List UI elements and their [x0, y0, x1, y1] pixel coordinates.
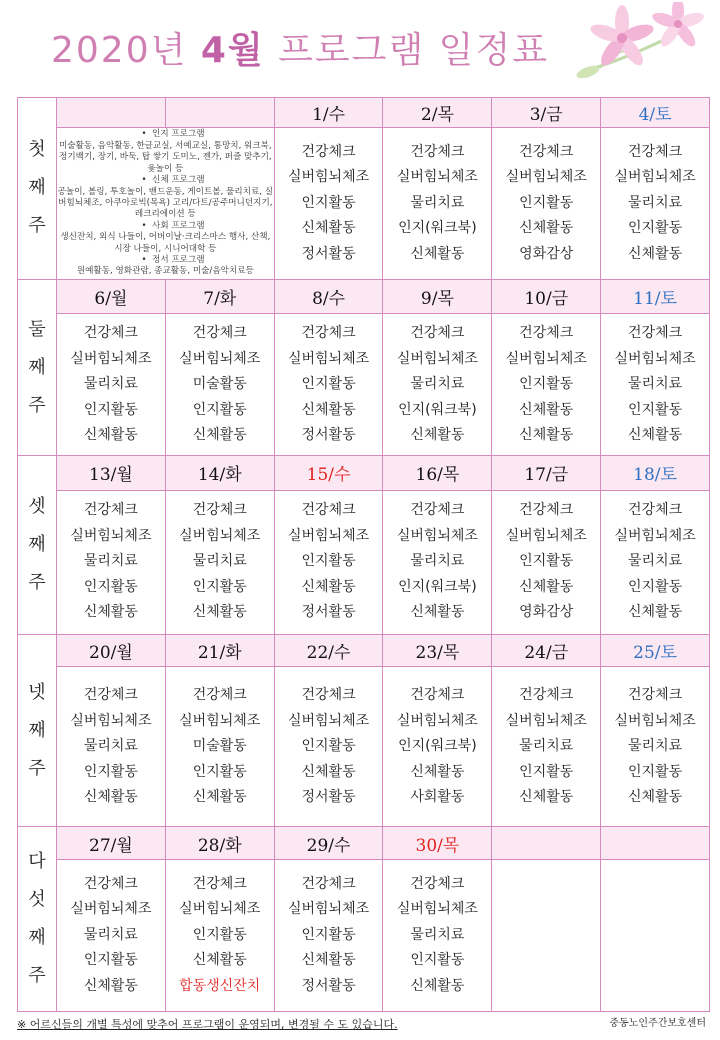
activity-item: 건강체크 — [192, 502, 247, 519]
day-date: 21/화 — [165, 634, 274, 666]
activity-item: 인지활동 — [192, 763, 247, 780]
week-activity-row — [18, 128, 710, 279]
activity-item: 신체활동 — [301, 401, 356, 418]
activity-item: 물리치료 — [83, 376, 138, 392]
legend-heading: • 사회 프로그램 — [57, 221, 274, 232]
day-activities — [274, 667, 383, 827]
day-activities — [383, 859, 492, 1011]
week-label-char: 주 — [28, 215, 46, 237]
footer-note: ※ 어르신들의 개별 특성에 맞추어 프로그램이 운영되며, 변경될 수 도 있습니다. — [17, 1018, 398, 1031]
activity-item: 물리치료 — [628, 738, 683, 754]
day-date: 4/토 — [601, 98, 710, 128]
day-date: 14/화 — [165, 456, 274, 490]
activity-item: 인지활동 — [83, 578, 138, 595]
week-label-char: 넷 — [28, 681, 46, 703]
day-date — [57, 98, 166, 128]
activity-item: 실버힘뇌체조 — [396, 712, 478, 729]
activity-item: 실버힘뇌체조 — [505, 527, 587, 544]
day-activities — [165, 314, 274, 456]
activity-item: 건강체크 — [301, 325, 356, 341]
legend-text: 공놀이, 볼링, 투호놀이, 밴드운동, 게이트볼, 물리치료, 실버힘뇌체조, 아쿠아로빅(목욕) 고리/다트/공주머니던지기, 레크리에이션 등 — [57, 186, 274, 220]
week-header-row — [18, 456, 710, 490]
title-month: 4월 — [200, 30, 265, 71]
day-date: 23/목 — [383, 634, 492, 666]
week-header-row — [18, 279, 710, 313]
legend-heading: • 정서 프로그램 — [57, 255, 274, 266]
activity-item: 실버힘뇌체조 — [614, 527, 696, 544]
day-date — [601, 827, 710, 859]
activity-item: 건강체크 — [410, 687, 465, 703]
week-label-char: 섯 — [28, 889, 46, 911]
week-label-char: 째 — [28, 356, 46, 378]
activity-item: 물리치료 — [628, 376, 683, 392]
legend-heading: • 인지 프로그램 — [57, 129, 274, 140]
activity-item: 실버힘뇌체조 — [70, 901, 152, 918]
week-label — [18, 456, 57, 634]
activity-item: 인지활동 — [83, 952, 138, 969]
day-activities — [165, 490, 274, 634]
day-date: 18/토 — [601, 456, 710, 490]
activity-item: 인지(워크북) — [398, 738, 477, 754]
day-date: 30/목 — [383, 827, 492, 859]
center-name: 중동노인주간보호센터 — [609, 1018, 706, 1029]
activity-item: 건강체크 — [410, 325, 465, 341]
week-label-char: 둘 — [28, 318, 46, 340]
week-label — [18, 279, 57, 455]
day-activities — [274, 314, 383, 456]
activity-item: 물리치료 — [628, 553, 683, 570]
day-date: 17/금 — [492, 456, 601, 490]
day-activities — [383, 490, 492, 634]
activity-item: 인지활동 — [628, 763, 683, 780]
activity-item: 인지활동 — [519, 376, 574, 392]
legend-text: 원예활동, 영화관람, 종교활동, 미술/음악치료등 — [76, 266, 254, 277]
day-activities — [274, 128, 383, 279]
activity-item: 실버힘뇌체조 — [287, 712, 370, 729]
week-label-char: 첫 — [28, 139, 46, 161]
schedule-table — [17, 97, 710, 1012]
activity-item: 건강체크 — [192, 875, 247, 892]
activity-item: 인지활동 — [192, 578, 247, 595]
legend-text: 생신잔치, 외식 나들이, 어버이날·크리스마스 행사, 산책, 시장 나들이, 시니어대학 등 — [60, 232, 271, 254]
day-date: 2/목 — [383, 98, 492, 128]
day-date: 8/수 — [274, 279, 383, 313]
week-label — [18, 827, 57, 1012]
activity-item: 신체활동 — [519, 220, 574, 237]
activity-item: 인지활동 — [192, 926, 247, 943]
week-header-row — [18, 98, 710, 128]
activity-item: 건강체크 — [83, 325, 138, 341]
activity-item: 건강체크 — [519, 502, 574, 519]
activity-item: 실버힘뇌체조 — [614, 350, 696, 367]
activity-item: 실버힘뇌체조 — [505, 350, 587, 367]
day-date: 3/금 — [492, 98, 601, 128]
week-label-char: 째 — [28, 927, 46, 949]
activity-item: 건강체크 — [301, 502, 356, 519]
activity-item: 건강체크 — [301, 143, 356, 160]
day-activities — [383, 314, 492, 456]
activity-item: 신체활동 — [83, 977, 138, 994]
day-date: 25/토 — [601, 634, 710, 666]
day-activities — [492, 667, 601, 827]
day-date: 20/월 — [57, 634, 166, 666]
day-date: 9/목 — [383, 279, 492, 313]
day-date: 10/금 — [492, 279, 601, 313]
activity-item: 건강체크 — [301, 687, 356, 703]
week-label-char: 주 — [28, 394, 46, 416]
activity-item: 건강체크 — [628, 502, 683, 519]
week-label-char: 주 — [28, 757, 46, 779]
activity-item: 물리치료 — [410, 926, 465, 943]
week-activity-row — [18, 314, 710, 456]
activity-item: 인지(워크북) — [398, 401, 477, 418]
legend-text: 미술활동, 음악활동, 한글교실, 서예교실, 통망치, 워크북, 정기백기, 장기, 바둑, 탑 쌓기 도미노, 젠가, 퍼즐 맞추기, 윷놀이 등 — [58, 140, 272, 174]
activity-item: 영화감상 — [519, 604, 574, 621]
activity-item: 신체활동 — [628, 245, 683, 262]
activity-item: 인지활동 — [628, 220, 683, 237]
day-date: 24/금 — [492, 634, 601, 666]
day-activities — [601, 667, 710, 827]
activity-item: 합동생신잔치 — [179, 977, 261, 994]
day-activities — [57, 314, 166, 456]
activity-item: 실버힘뇌체조 — [505, 169, 587, 186]
day-activities — [601, 314, 710, 456]
day-activities — [492, 490, 601, 634]
activity-item: 건강체크 — [410, 502, 465, 519]
activity-item: 사회활동 — [410, 789, 465, 805]
activity-item: 건강체크 — [410, 875, 465, 892]
activity-item: 실버힘뇌체조 — [614, 712, 696, 729]
activity-item: 신체활동 — [410, 977, 465, 994]
activity-item: 신체활동 — [628, 604, 683, 621]
activity-item: 건강체크 — [192, 687, 247, 703]
week-label-char: 주 — [28, 965, 46, 987]
activity-item: 신체활동 — [301, 578, 356, 595]
day-date: 28/화 — [165, 827, 274, 859]
activity-item: 정서활동 — [301, 789, 356, 805]
day-date: 15/수 — [274, 456, 383, 490]
activity-item: 인지활동 — [301, 738, 356, 754]
week-label-char: 째 — [28, 177, 46, 199]
activity-item: 실버힘뇌체조 — [70, 527, 152, 544]
activity-item: 실버힘뇌체조 — [396, 527, 478, 544]
day-activities — [601, 859, 710, 1011]
activity-item: 신체활동 — [519, 789, 574, 805]
activity-item: 인지활동 — [83, 401, 138, 418]
activity-item: 물리치료 — [410, 194, 465, 211]
activity-item: 실버힘뇌체조 — [287, 527, 370, 544]
day-activities — [274, 490, 383, 634]
day-date: 27/월 — [57, 827, 166, 859]
week-label-char: 셋 — [28, 495, 46, 517]
program-legend — [57, 128, 275, 279]
activity-item: 신체활동 — [192, 952, 247, 969]
flower-decoration-icon — [560, 2, 710, 84]
activity-item: 미술활동 — [192, 738, 247, 754]
week-label — [18, 98, 57, 280]
activity-item: 건강체크 — [628, 325, 683, 341]
activity-item: 신체활동 — [519, 427, 574, 443]
activity-item: 인지(워크북) — [398, 220, 477, 237]
activity-item: 인지활동 — [628, 578, 683, 595]
activity-item: 실버힘뇌체조 — [179, 901, 261, 918]
week-label — [18, 634, 57, 827]
activity-item: 건강체크 — [301, 875, 356, 892]
activity-item: 인지활동 — [519, 763, 574, 780]
week-header-row — [18, 827, 710, 859]
activity-item: 신체활동 — [410, 245, 465, 262]
week-label-char: 다 — [28, 851, 46, 873]
day-date: 16/목 — [383, 456, 492, 490]
activity-item: 물리치료 — [83, 553, 138, 570]
activity-item: 신체활동 — [519, 401, 574, 418]
activity-item: 신체활동 — [83, 789, 138, 805]
week-label-char: 째 — [28, 533, 46, 555]
activity-item: 실버힘뇌체조 — [287, 901, 370, 918]
activity-item: 물리치료 — [628, 194, 683, 211]
day-date: 13/월 — [57, 456, 166, 490]
activity-item: 신체활동 — [301, 952, 356, 969]
day-activities — [383, 667, 492, 827]
day-activities — [601, 490, 710, 634]
day-date — [492, 827, 601, 859]
activity-item: 인지활동 — [519, 194, 574, 211]
activity-item: 인지활동 — [410, 952, 465, 969]
day-activities — [601, 128, 710, 279]
day-date: 29/수 — [274, 827, 383, 859]
activity-item: 인지활동 — [83, 763, 138, 780]
legend-heading: • 신체 프로그램 — [57, 175, 274, 186]
activity-item: 물리치료 — [410, 553, 465, 570]
activity-item: 실버힘뇌체조 — [179, 712, 261, 729]
activity-item: 건강체크 — [192, 325, 247, 341]
day-activities — [165, 859, 274, 1011]
activity-item: 물리치료 — [519, 738, 574, 754]
activity-item: 실버힘뇌체조 — [287, 350, 370, 367]
activity-item: 실버힘뇌체조 — [396, 350, 478, 367]
activity-item: 물리치료 — [83, 926, 138, 943]
day-activities — [57, 859, 166, 1011]
activity-item: 신체활동 — [83, 427, 138, 443]
day-date: 6/월 — [57, 279, 166, 313]
day-date: 11/토 — [601, 279, 710, 313]
day-date: 22/수 — [274, 634, 383, 666]
activity-item: 인지활동 — [192, 401, 247, 418]
day-activities — [57, 667, 166, 827]
activity-item: 신체활동 — [628, 789, 683, 805]
page-title — [0, 22, 600, 73]
day-date: 7/화 — [165, 279, 274, 313]
activity-item: 건강체크 — [519, 325, 574, 341]
day-activities — [57, 490, 166, 634]
week-activity-row — [18, 859, 710, 1011]
week-label-char: 주 — [28, 571, 46, 593]
week-activity-row — [18, 667, 710, 827]
week-label-char: 째 — [28, 719, 46, 741]
activity-item: 신체활동 — [301, 220, 356, 237]
activity-item: 인지활동 — [628, 401, 683, 418]
activity-item: 신체활동 — [410, 763, 465, 780]
activity-item: 건강체크 — [83, 875, 138, 892]
title-year: 2020년 — [50, 30, 188, 71]
activity-item: 물리치료 — [192, 553, 247, 570]
activity-item: 물리치료 — [410, 376, 465, 392]
activity-item: 정서활동 — [301, 977, 356, 994]
activity-item: 신체활동 — [628, 427, 683, 443]
day-activities — [165, 667, 274, 827]
activity-item: 신체활동 — [192, 789, 247, 805]
activity-item: 건강체크 — [410, 143, 465, 160]
activity-item: 인지(워크북) — [398, 578, 477, 595]
day-date: 1/수 — [274, 98, 383, 128]
activity-item: 정서활동 — [301, 427, 356, 443]
activity-item: 신체활동 — [410, 427, 465, 443]
day-activities — [492, 128, 601, 279]
activity-item: 정서활동 — [301, 604, 356, 621]
activity-item: 실버힘뇌체조 — [396, 901, 478, 918]
day-activities — [492, 859, 601, 1011]
day-activities — [274, 859, 383, 1011]
activity-item: 인지활동 — [301, 926, 356, 943]
activity-item: 실버힘뇌체조 — [70, 712, 152, 729]
activity-item: 인지활동 — [301, 553, 356, 570]
activity-item: 실버힘뇌체조 — [614, 169, 696, 186]
activity-item: 신체활동 — [519, 578, 574, 595]
activity-item: 건강체크 — [519, 143, 574, 160]
activity-item: 신체활동 — [192, 604, 247, 621]
activity-item: 인지활동 — [301, 194, 356, 211]
activity-item: 물리치료 — [83, 738, 138, 754]
activity-item: 실버힘뇌체조 — [179, 527, 261, 544]
activity-item: 신체활동 — [410, 604, 465, 621]
day-activities — [492, 314, 601, 456]
activity-item: 미술활동 — [192, 376, 247, 392]
activity-item: 건강체크 — [628, 687, 683, 703]
activity-item: 영화감상 — [519, 245, 574, 262]
activity-item: 신체활동 — [192, 427, 247, 443]
activity-item: 실버힘뇌체조 — [179, 350, 261, 367]
day-activities — [383, 128, 492, 279]
week-header-row — [18, 634, 710, 666]
activity-item: 신체활동 — [83, 604, 138, 621]
activity-item: 건강체크 — [83, 687, 138, 703]
activity-item: 실버힘뇌체조 — [396, 169, 478, 186]
activity-item: 건강체크 — [83, 502, 138, 519]
day-date — [165, 98, 274, 128]
activity-item: 실버힘뇌체조 — [287, 169, 370, 186]
activity-item: 실버힘뇌체조 — [505, 712, 587, 729]
week-activity-row — [18, 490, 710, 634]
title-rest: 프로그램 일정표 — [278, 30, 550, 71]
activity-item: 신체활동 — [301, 763, 356, 780]
activity-item: 실버힘뇌체조 — [70, 350, 152, 367]
activity-item: 정서활동 — [301, 245, 356, 262]
activity-item: 인지활동 — [519, 553, 574, 570]
activity-item: 건강체크 — [519, 687, 574, 703]
activity-item: 인지활동 — [301, 376, 356, 392]
activity-item: 건강체크 — [628, 143, 683, 160]
